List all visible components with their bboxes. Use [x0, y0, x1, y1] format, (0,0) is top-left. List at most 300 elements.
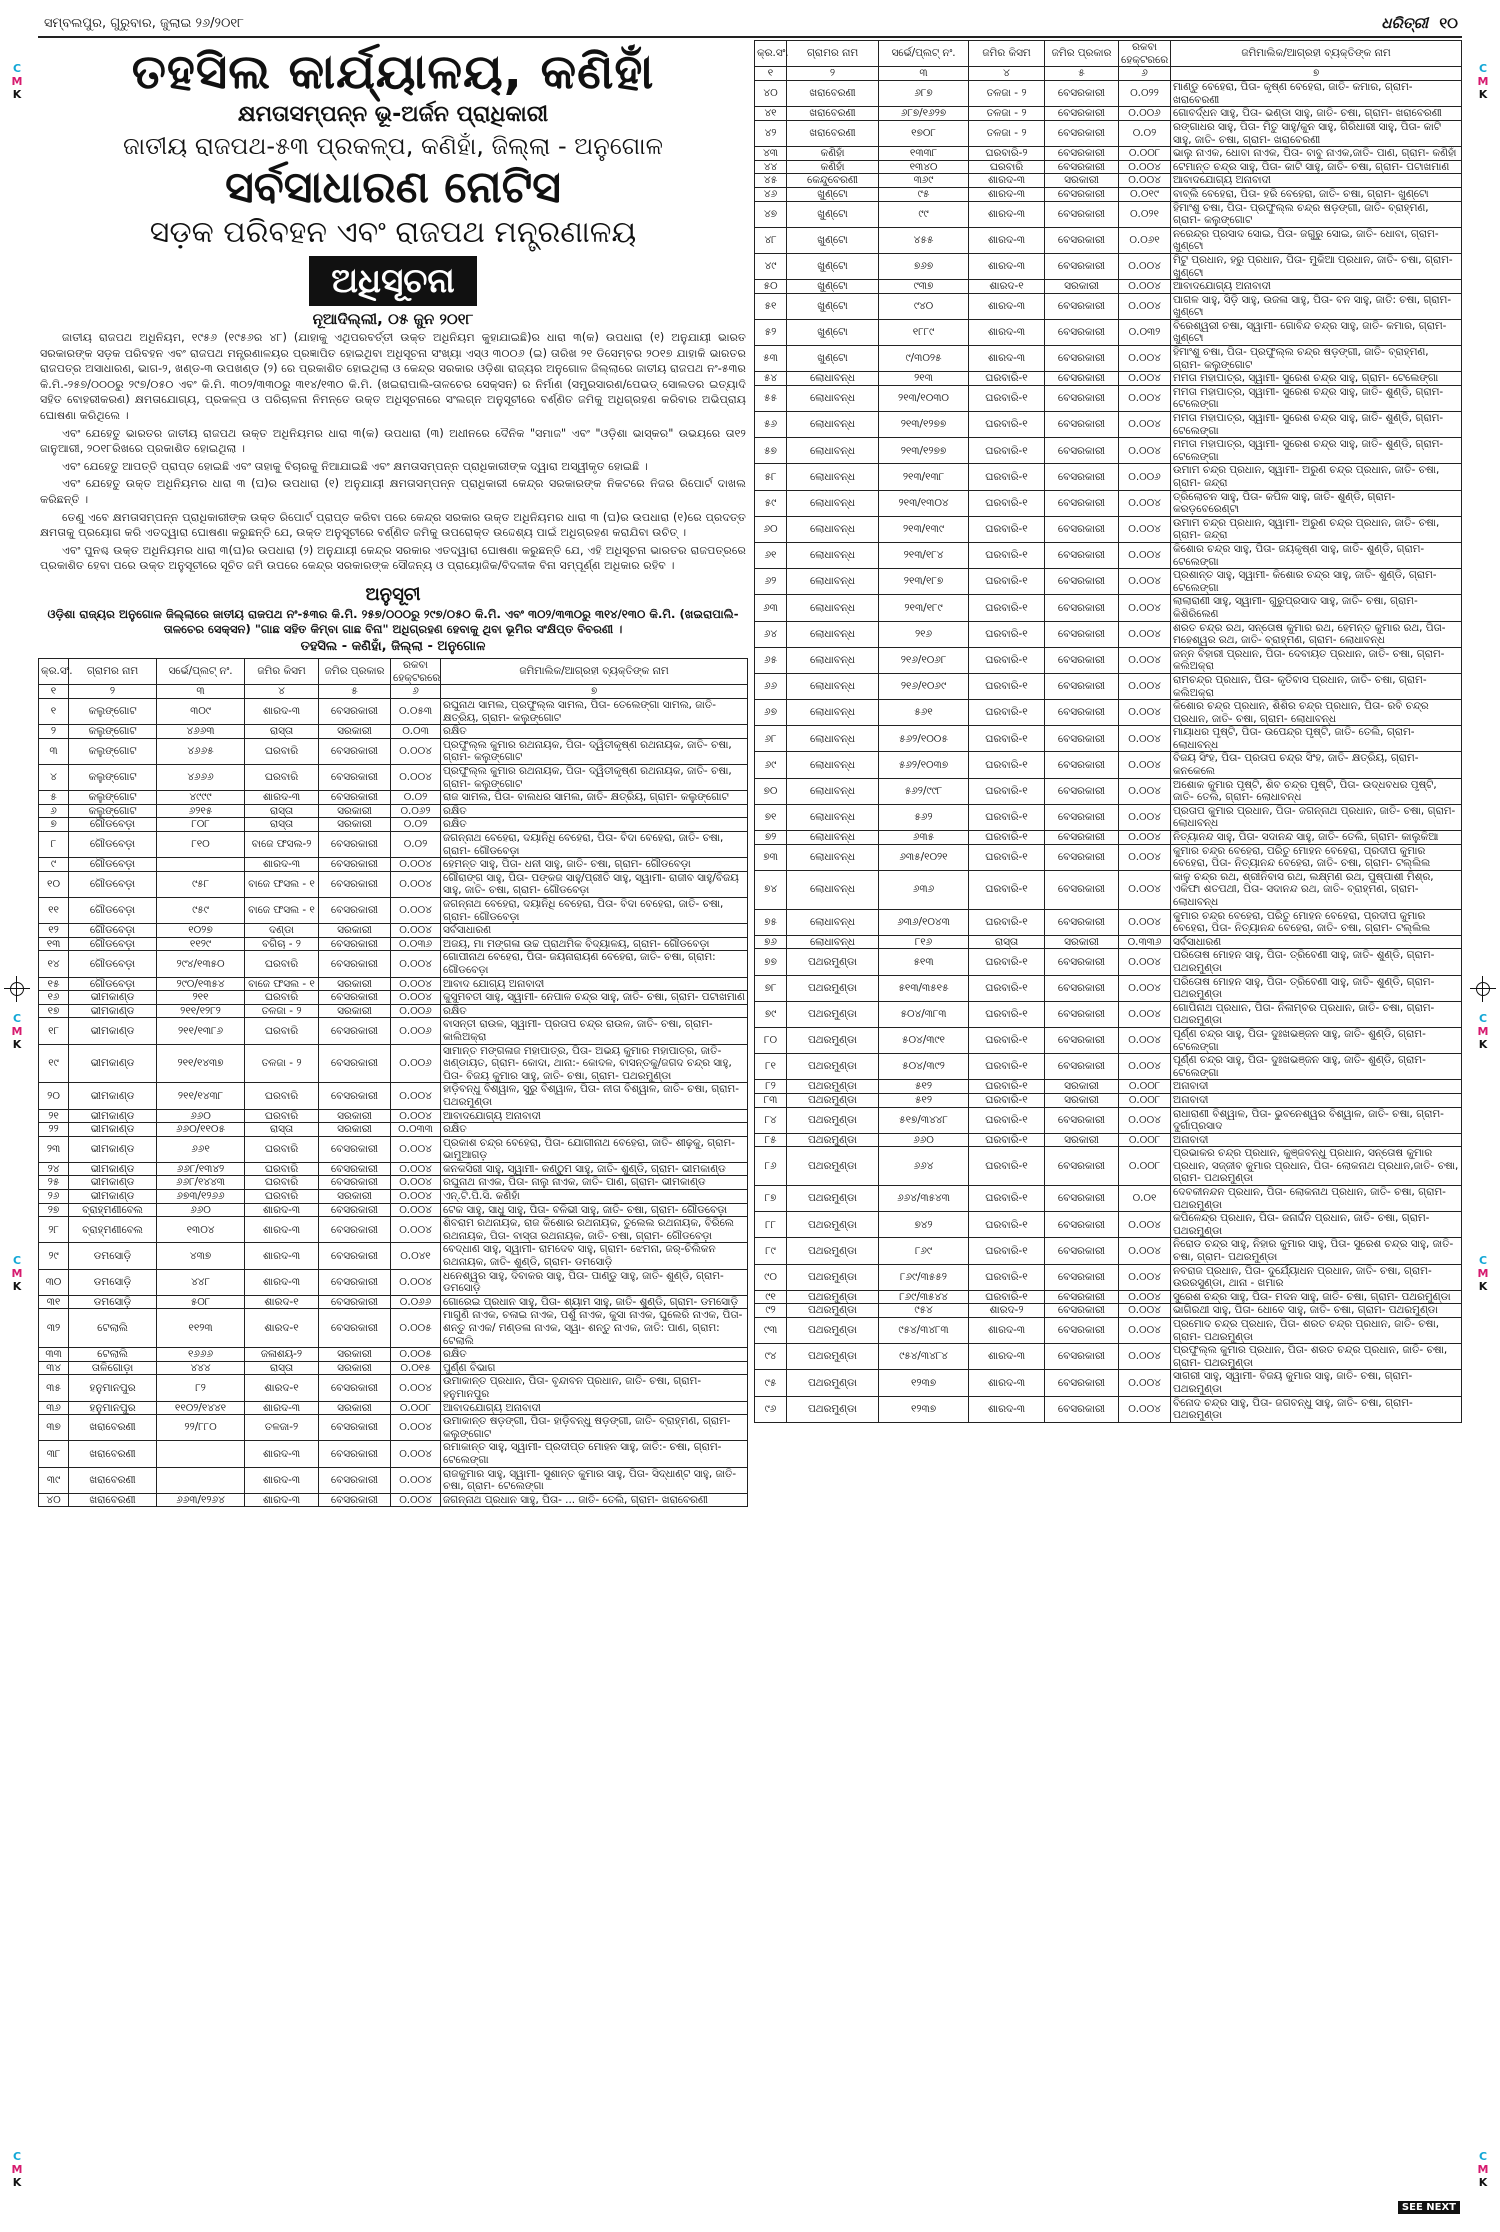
row-plot: ୫୦୪/୩୯୨ — [879, 1054, 969, 1080]
row-land-class: ଶାରଦ-୩ — [245, 858, 319, 872]
table-row — [755, 107, 1462, 121]
row-area: ୦.୦୦୮ — [1119, 1093, 1171, 1107]
row-village: କଲୁଙ୍ଗୋଟ — [69, 804, 157, 818]
table-row — [755, 372, 1462, 386]
row-land-class: ଘରବାରି — [245, 951, 319, 977]
row-serial: ୪୯ — [755, 253, 787, 279]
row-serial: ୩୧ — [39, 1295, 69, 1309]
row-owner-names: ଉମାକାନ୍ତ ପ୍ରଧାନ, ପିତା- ବୃନ୍ଦାବନ ପ୍ରଧାନ, ଜାତି- ଚଷା, ଗ୍ରାମ- ହନୁମାନପୁର — [441, 1375, 748, 1401]
row-serial: ୭୩ — [755, 844, 787, 870]
row-area: ୦.୦୦୪ — [1119, 778, 1171, 804]
row-owner-names: କୁମାର ଚନ୍ଦ୍ର ବେହେରା, ପରିତୁ ମୋହନ ବେହେରା, ପ୍ରଦୀପ କୁମାର ବେହେରା, ପିତା- ନିତ୍ୟାନନ୍ଦ ବେହେରା, ଜାତି- ଚଷା, ଗ୍ରାମ- ଟଲ୍ଲିଲ — [1171, 844, 1462, 870]
row-owner-names: ପାଗଳ ସାହୁ, ସିଡ଼ି ସାହୁ, ଉଜଳା ସାହୁ, ପିତା- ବନ ସାହୁ, ଜାତି: ଚଷା, ଗ୍ରାମ- ଖୁଣ୍ଟୋ — [1171, 293, 1462, 319]
row-village: ଖରାବେରଣୀ — [69, 1415, 157, 1441]
row-owner-names: ନିତ୍ୟାନନ୍ଦ ସାହୁ, ପିତା- ସଦାନନ୍ଦ ସାହୁ, ଜାତି- ତେଲି, ଗ୍ରାମ- କାଲୁକିଆ — [1171, 831, 1462, 845]
row-ownership: ବେସରକାରୀ — [319, 1162, 391, 1176]
table-row — [755, 1264, 1462, 1290]
row-village: ଭୀମକାଣ୍ଡ — [69, 991, 157, 1005]
row-land-class: ଘରବାରି-୧ — [969, 1290, 1045, 1304]
row-plot: ୩୦୯ — [157, 699, 245, 725]
ministry-line: ସଡ଼କ ପରିବହନ ଏବଂ ରାଜପଥ ମନ୍ତ୍ରଣାଳୟ — [149, 215, 637, 250]
row-plot: ୯୪୦ — [879, 293, 969, 319]
cmk-mark: C M K — [1477, 2150, 1489, 2189]
row-area: ୦.୦୦୪ — [391, 1109, 441, 1123]
masthead — [38, 44, 748, 328]
table-row — [39, 1162, 748, 1176]
row-owner-names: ମମତା ମହାପାତ୍ର, ସ୍ୱାମୀ- ସୁରେଶ ଚନ୍ଦ୍ର ସାହୁ, ଗ୍ରାମ- ଟେଲେଙ୍ଗା — [1171, 372, 1462, 386]
row-owner-names: ତ୍ରିଲୋଚନ ସାହୁ, ପିତା- କପିଳ ସାହୁ, ଜାତି- ଶୁଣ୍ଡି, ଗ୍ରାମ- କରଡ଼ବେରେଣ୍ଟା — [1171, 490, 1462, 516]
row-land-class: ଶାରଦ-୩ — [245, 1467, 319, 1493]
row-land-class: ଘରବାରି-୧ — [969, 1133, 1045, 1147]
row-land-class: ଘରବାରି-୧ — [969, 726, 1045, 752]
row-serial: ୨୩ — [39, 1136, 69, 1162]
row-owner-names: ପ୍ରମୋଦ ଚନ୍ଦ୍ର ପ୍ରଧାନ, ପିତା- ଶରତ ଚନ୍ଦ୍ର ପ୍ରଧାନ, ଜାତି- ଚଷା, ଗ୍ରାମ- ପଥରମୁଣ୍ଡା — [1171, 1318, 1462, 1344]
row-plot: ୯୫୪/୩୪୮୪ — [879, 1344, 969, 1370]
table-row — [755, 1186, 1462, 1212]
row-plot: ୧୧୨୩ — [157, 1309, 245, 1348]
table-row — [755, 81, 1462, 107]
row-area: ୦.୦୦୪ — [1119, 804, 1171, 830]
row-owner-names: ବାବ୍ଲି ବେହେରା, ପିତା- ହରି ବେହେରା, ଜାତି- ଚଷା, ଗ୍ରାମ- ଖୁଣ୍ଟୋ — [1171, 187, 1462, 201]
row-village: ପଥରମୁଣ୍ଡା — [787, 1370, 879, 1396]
table-row — [39, 898, 748, 924]
row-village: ଖରାବେରଣୀ — [69, 1467, 157, 1493]
row-land-class: ଘରବାରି-୧ — [969, 621, 1045, 647]
row-area: ୦.୦୬୧ — [1119, 227, 1171, 253]
row-land-class: ତଳଜା-୨ — [245, 1415, 319, 1441]
table-row — [755, 385, 1462, 411]
row-ownership: ବେସରକାରୀ — [1045, 975, 1119, 1001]
row-serial: ୪୪ — [755, 160, 787, 174]
row-village: ଗୌଡବେଡ଼ା — [69, 832, 157, 858]
row-area: ୦.୦୦୪ — [1119, 1264, 1171, 1290]
table-row — [39, 1441, 748, 1467]
table-row — [755, 319, 1462, 345]
row-ownership: ବେସରକାରୀ — [1045, 385, 1119, 411]
row-owner-names: ପୂର୍ଣ୍ଣ ଚନ୍ଦ୍ର ସାହୁ, ପିତା- ଦୁଃଖଭଞ୍ଜନ ସାହୁ, ଜାତି- ଶୁଣ୍ଡି, ଗ୍ରାମ- ଟେଲେଙ୍ଗା — [1171, 1027, 1462, 1053]
table-row — [39, 1044, 748, 1083]
row-plot: ୭୪୨ — [879, 1212, 969, 1238]
row-owner-names: ମାଗୁଣି ନାଏକ, ଚଳାଇ ନାଏକ, ପର୍ଶୁ ନାଏକ, କୁସା ନାଏକ, ଘୁଲେରି ନାଏକ, ପିତା- ଶନ୍ତୁ ନାଏକ/ ମଣ୍ଡଳା ନାଏକ, ସ୍ୱା- ଶନ୍ତୁ ନାଏକ, ଜାତି: ପାଣ, ଗ୍ରାମ: ଟେଲାଲି — [441, 1309, 748, 1348]
row-plot: ୨୧୩ — [879, 372, 969, 386]
col-index: ୪ — [245, 685, 319, 699]
row-area: ୦.୦୦୪ — [391, 738, 441, 764]
row-serial: ୯୧ — [755, 1290, 787, 1304]
row-owner-names: ପ୍ରକାଶ ଚନ୍ଦ୍ର ବେହେରା, ପିତା- ଯୋଗୀନାଥ ବେହେରା, ଜାତି- ଶୀଢ଼କୁ, ଗ୍ରାମ- ଭାମୁଆଗଡ଼ — [441, 1136, 748, 1162]
row-owner-names: ମମତା ମହାପାତ୍ର, ସ୍ୱାମୀ- ସୁରେଶ ଚନ୍ଦ୍ର ସାହୁ, ଜାତି- ଶୁଣ୍ଡି, ଗ୍ରାମ- ଟେଲେଙ୍ଗା — [1171, 385, 1462, 411]
row-serial: ୮୫ — [755, 1133, 787, 1147]
row-land-class: ଶାରଦ-୩ — [245, 1269, 319, 1295]
col-index: ୧ — [755, 67, 787, 81]
row-plot: ୯୫୪/୩୪୮୩ — [879, 1318, 969, 1344]
row-ownership: ବେସରକାରୀ — [1045, 147, 1119, 161]
row-ownership: ବେସରକାରୀ — [319, 991, 391, 1005]
row-ownership: ବେସରକାରୀ — [319, 858, 391, 872]
row-owner-names: ରକ୍ଷିତ — [441, 1004, 748, 1018]
row-plot: ୨୧୧/୧୪୩୮ — [157, 1083, 245, 1109]
row-ownership: ସରକାରୀ — [1045, 1093, 1119, 1107]
row-ownership: ବେସରକାରୀ — [1045, 673, 1119, 699]
row-land-class: ଘରବାରି — [245, 1162, 319, 1176]
row-land-class: ଘରବାରି — [245, 991, 319, 1005]
row-plot: ୬୮୭ — [879, 81, 969, 107]
row-serial: ୫୫ — [755, 385, 787, 411]
row-plot: ୮୬୯/୩୫୪୪ — [879, 1290, 969, 1304]
row-ownership: ବେସରକାରୀ — [319, 765, 391, 791]
see-next-label: SEE NEXT — [1398, 2201, 1460, 2214]
row-village: କଲୁଙ୍ଗୋଟ — [69, 791, 157, 805]
table-row — [755, 1054, 1462, 1080]
row-village: ଲୋଧାବନ୍ଧ — [787, 870, 879, 909]
row-land-class: ଶାରଦ-୧ — [969, 280, 1045, 294]
col-header: ଜମିର କିସମ — [245, 658, 319, 684]
page-number: ୧୦ — [1439, 14, 1458, 32]
row-plot: ୫୬୨/୧୦୦୫ — [879, 726, 969, 752]
row-owner-names: ରାଜ ସାମଲ, ପିତା- ବାଲଧର ସାମଲ, ଜାତି- କ୍ଷତ୍ରିୟ, ଗ୍ରାମ- କଲୁଙ୍ଗୋଟ — [441, 791, 748, 805]
row-village: ଗୌଡବେଡ଼ା — [69, 951, 157, 977]
row-village: ଭୀମକାଣ୍ଡ — [69, 1123, 157, 1137]
row-area: ୦.୦୨ — [391, 818, 441, 832]
col-header: ଜମିମାଲିକ/ଆଗ୍ରହୀ ବ୍ୟକ୍ତିଙ୍କ ନାମ — [441, 658, 748, 684]
row-serial: ୧୮ — [39, 1018, 69, 1044]
row-serial: ୩୮ — [39, 1441, 69, 1467]
row-ownership: ବେସରକାରୀ — [1045, 621, 1119, 647]
table-row — [755, 1001, 1462, 1027]
row-owner-names: ଏନ୍.ଟି.ପି.ସି. କଣିହାଁ — [441, 1190, 748, 1204]
row-serial: ୨୭ — [39, 1203, 69, 1217]
row-ownership: ସରକାରୀ — [319, 818, 391, 832]
row-village: ଗୌଡବେଡ଼ା — [69, 924, 157, 938]
row-owner-names: ନରେନ୍ଦ୍ର ପ୍ରସାଦ ସୋଇ, ପିତା- ଜଗୁରୁ ସୋଇ, ଜାତି- ଧୋବା, ଗ୍ରାମ- ଖୁଣ୍ଟୋ — [1171, 227, 1462, 253]
row-plot: ୯୫୪ — [879, 1304, 969, 1318]
row-land-class: ଘରବାରି — [969, 160, 1045, 174]
table-row — [39, 738, 748, 764]
table-row — [755, 1147, 1462, 1186]
row-serial: ୯୫ — [755, 1370, 787, 1396]
row-area: ୦.୦୦୪ — [1119, 372, 1171, 386]
row-ownership: ସରକାରୀ — [319, 1361, 391, 1375]
row-ownership: ବେସରକାରୀ — [319, 791, 391, 805]
table-row — [755, 1318, 1462, 1344]
row-serial: ୨୯ — [39, 1243, 69, 1269]
row-area: ୦.୦୬୨ — [391, 804, 441, 818]
table-row — [39, 1136, 748, 1162]
row-serial: ୮୧ — [755, 1054, 787, 1080]
row-ownership: ବେସରକାରୀ — [1045, 107, 1119, 121]
row-area: ୦.୦୦୫ — [391, 1348, 441, 1362]
row-ownership: ବେସରକାରୀ — [319, 738, 391, 764]
row-area: ୦.୦୦୮ — [1119, 1133, 1171, 1147]
row-owner-names: ରଙ୍ଗାଧର ସାହୁ, ପିତା- ମିତୁ ସାହୁ/କୁନ ସାହୁ, ଗିରିଧାରୀ ସାହୁ, ପିତା- କାଟି ସାହୁ, ଜାତି- ଚଷା, ଗ୍ରାମ- ଖରାବେରଣୀ — [1171, 120, 1462, 146]
table-row — [755, 935, 1462, 949]
row-plot: ୯୯ — [879, 201, 969, 227]
table-row — [39, 725, 748, 739]
dateline: ସମ୍ବଲପୁର, ଗୁରୁବାର, ଜୁଲାଇ ୨୬/୨୦୧୮ — [44, 16, 244, 31]
row-ownership: ବେସରକାରୀ — [319, 1441, 391, 1467]
row-village: କଲୁଙ୍ଗୋଟ — [69, 699, 157, 725]
row-area: ୦.୦୦୪ — [1119, 1212, 1171, 1238]
row-serial: ୩୨ — [39, 1309, 69, 1348]
row-plot: ୧୮୮୯ — [879, 319, 969, 345]
row-ownership: ସରକାରୀ — [319, 1348, 391, 1362]
row-area: ୦.୦୦୪ — [1119, 726, 1171, 752]
table-row — [755, 187, 1462, 201]
row-ownership: ବେସରକାରୀ — [1045, 490, 1119, 516]
row-area: ୦.୦୫୩ — [391, 699, 441, 725]
row-area: ୦.୦୦୪ — [1119, 700, 1171, 726]
row-owner-names: ଧନେଶ୍ୱର ସାହୁ, ଦିବାକର ସାହୁ, ପିତା- ପାଣ୍ଡୁ ସାହୁ, ଜାତି- ଶୁଣ୍ଡି, ଗ୍ରାମ- ଡମସୋଡ଼ି — [441, 1269, 748, 1295]
row-plot: ୧୩୩୮ — [879, 147, 969, 161]
row-land-class: ବାଜେ ଫସଲ - ୧ — [245, 871, 319, 897]
row-owner-names: ଆବାଦଯୋଗ୍ୟ ଅନାବାଦୀ — [1171, 174, 1462, 188]
row-ownership: ବେସରକାରୀ — [319, 1309, 391, 1348]
row-plot: ୨୧୬ — [879, 621, 969, 647]
row-serial: ୪୨ — [755, 120, 787, 146]
row-land-class: ବଗିଚା - ୨ — [245, 937, 319, 951]
row-owner-names: ଅନାବାଦୀ — [1171, 1133, 1462, 1147]
row-village: ଲୋଧାବନ୍ଧ — [787, 700, 879, 726]
row-village: ପଥରମୁଣ୍ଡା — [787, 1080, 879, 1094]
row-area: ୦.୦୦୪ — [1119, 647, 1171, 673]
table-row — [755, 1304, 1462, 1318]
table-row — [755, 831, 1462, 845]
row-area: ୦.୦୦୪ — [1119, 1318, 1171, 1344]
row-owner-names: ଆବାଦଯୋଗ୍ୟ ଅନାବାଦୀ — [441, 1401, 748, 1415]
row-land-class: ଶାରଦ-୩ — [969, 293, 1045, 319]
table-row — [755, 280, 1462, 294]
row-plot: ୧୨୩୭ — [879, 1370, 969, 1396]
table-row — [755, 1344, 1462, 1370]
row-owner-names: ଗୋବର୍ଦ୍ଧନ ସାହୁ, ପିତା- ଭଣ୍ଡା ସାହୁ, ଜାତି- ଚଷା, ଗ୍ରାମ- ଖରାବେରଣୀ — [1171, 107, 1462, 121]
row-ownership: ବେସରକାରୀ — [1045, 253, 1119, 279]
row-land-class: ଶାରଦ-୩ — [969, 1370, 1045, 1396]
table-row — [755, 201, 1462, 227]
row-serial: ୫୭ — [755, 438, 787, 464]
row-village: ଭୀମକାଣ୍ଡ — [69, 1018, 157, 1044]
table-row — [755, 1396, 1462, 1422]
row-plot: ୨୧୧/୧୩୮୬ — [157, 1018, 245, 1044]
row-plot: ୧୧୨୯ — [157, 937, 245, 951]
row-village: ଖରାବେରଣୀ — [69, 1441, 157, 1467]
row-owner-names: ଶିବରାମ ରଥନାୟକ, ରାଜ କିଶୋର ରଥନାୟକ, ତୁଲେଲ ରଥନାୟକ, ବିରିଲେ ରଥନାୟକ, ପିତା- ବାସ୍ତା ରଥନାୟକ, ଜାତି- ଚଷା, ଗ୍ରାମ- ଗୌଡବେଡ଼ା — [441, 1217, 748, 1243]
authority-line: କ୍ଷମତାସମ୍ପନ୍ନ ଭୂ-ଅର୍ଜନ ପ୍ରାଧିକାରୀ — [237, 102, 549, 127]
row-owner-names: ବାସନ୍ତୀ ରାଉଳ, ସ୍ୱାମୀ- ପ୍ରତାପ ଚନ୍ଦ୍ର ରାଉଳ, ଜାତି- ଚଷା, ଗ୍ରାମ- କାଲିଅକ୍ରା — [441, 1018, 748, 1044]
row-plot: ୨୧୩/୧୨୭୭ — [879, 438, 969, 464]
row-ownership: ବେସରକାରୀ — [319, 1243, 391, 1269]
row-serial: ୭୦ — [755, 778, 787, 804]
row-village: ପଥରମୁଣ୍ଡା — [787, 1054, 879, 1080]
row-village: ପଥରମୁଣ୍ଡା — [787, 1147, 879, 1186]
row-owner-names: ରାମଚନ୍ଦ୍ର ପ୍ରଧାନ, ପିତା- କୃତିବାସ ପ୍ରଧାନ, ଜାତି- ଚଷା, ଗ୍ରାମ- କଲିଅକ୍ରା — [1171, 673, 1462, 699]
row-owner-names: ଗୋପିନାଥ ପ୍ରଧାନ, ପିତା- ନିଳାମ୍ବର ପ୍ରଧାନ, ଜାତି- ଚଷା, ଗ୍ରାମ- ପଥରମୁଣ୍ଡା — [1171, 1001, 1462, 1027]
row-owner-names: ପରିତୋଷ ମୋହନ ସାହୁ, ପିତା- ତ୍ରିବେଣୀ ସାହୁ, ଜାତି- ଶୁଣ୍ଡି, ଗ୍ରାମ- ପଥରମୁଣ୍ଡା — [1171, 949, 1462, 975]
land-schedule-table-left — [38, 658, 748, 1507]
row-land-class: ଘରବାରି-୧ — [969, 804, 1045, 830]
row-owner-names: ରମାକାନ୍ତ ସାହୁ, ସ୍ୱାମୀ- ପ୍ରଦୀପ୍ତ ମୋହନ ସାହୁ, ଜାତି:- ଚଷା, ଗ୍ରାମ- ଟେଲେଙ୍ଗା — [441, 1441, 748, 1467]
table-row — [39, 1176, 748, 1190]
row-owner-names: ମିଟୁ ପ୍ରଧାନ, ହରୁ ପ୍ରଧାନ, ପିତା- ମୁକିଆ ପ୍ରଧାନ, ଜାତି- ଚଷା, ଗ୍ରାମ- ଖୁଣ୍ଟୋ — [1171, 253, 1462, 279]
row-village: ଭୀମକାଣ୍ଡ — [69, 1044, 157, 1083]
row-plot: ୨୧୧/୧୨୮୨ — [157, 1004, 245, 1018]
row-owner-names: ରାଧାରାଣୀ ବିଶ୍ୱାଳ, ପିତା- ଭୁବନେଶ୍ୱର ବିଶ୍ୱାଳ, ଜାତି- ଚଷା, ଗ୍ରାମ- ଦୁର୍ଗାପ୍ରସାଦ — [1171, 1107, 1462, 1133]
row-serial: ୮୨ — [755, 1080, 787, 1094]
row-area: ୦.୦୦୮ — [1119, 1147, 1171, 1186]
row-ownership: ବେସରକାରୀ — [1045, 595, 1119, 621]
row-area: ୦.୦୦୪ — [1119, 346, 1171, 372]
col-header: ଜମିମାଲିକ/ଆଗ୍ରହୀ ବ୍ୟକ୍ତିଙ୍କ ନାମ — [1171, 41, 1462, 67]
table-row — [39, 832, 748, 858]
row-land-class: ଘରବାରି-୧ — [969, 464, 1045, 490]
row-plot: ୬୬୦ — [879, 1133, 969, 1147]
table-row — [39, 937, 748, 951]
row-land-class: ଶାରଦ-୩ — [969, 253, 1045, 279]
table-row — [755, 870, 1462, 909]
row-ownership: ବେସରକାରୀ — [319, 1044, 391, 1083]
table-row — [755, 542, 1462, 568]
row-plot: ୨୯୦/୧୩୫୪ — [157, 977, 245, 991]
row-land-class: ଶାରଦ-୩ — [245, 699, 319, 725]
row-ownership: ବେସରକାରୀ — [1045, 1054, 1119, 1080]
row-area: ୦.୦୦୫ — [391, 1309, 441, 1348]
row-ownership: ବେସରକାରୀ — [1045, 647, 1119, 673]
row-village: ଖରାବେରଣୀ — [787, 120, 879, 146]
row-ownership: ବେସରକାରୀ — [1045, 1238, 1119, 1264]
col-header: ସର୍ଭେ/ପ୍ଲଟ୍ ନଂ. — [879, 41, 969, 67]
row-plot: ୧୦୨୭ — [157, 924, 245, 938]
row-plot: ୪୪୮ — [157, 1269, 245, 1295]
body-paragraph: ଏବଂ ଯେହେତୁ ଆପତ୍ତି ପ୍ରାପ୍ତ ହୋଇଛି ଏବଂ ତାହାକୁ ବିଚାରକୁ ନିଆଯାଇଛି ଏବଂ କ୍ଷମତାସମ୍ପନ୍ନ ପ୍ରାଧିକାରୀଙ୍କ ଦ୍ୱାରା ଅସ୍ୱୀକୃତ ହୋଇଛି । — [62, 459, 648, 473]
row-ownership: ବେସରକାରୀ — [1045, 700, 1119, 726]
row-village: ଲୋଧାବନ୍ଧ — [787, 647, 879, 673]
row-ownership: ସରକାରୀ — [1045, 174, 1119, 188]
row-serial: ୬୪ — [755, 621, 787, 647]
col-index: ୬ — [1119, 67, 1171, 81]
notice-body — [38, 328, 748, 578]
row-land-class: ଶାରଦ-୩ — [969, 201, 1045, 227]
right-column — [754, 40, 1462, 2214]
row-plot: ୬୬୧ — [157, 1136, 245, 1162]
row-land-class: ଘରବାରି-୨ — [969, 147, 1045, 161]
row-land-class: ଶାରଦ-୧ — [245, 1295, 319, 1309]
row-land-class: ରାସ୍ତା — [969, 935, 1045, 949]
table-row — [755, 1027, 1462, 1053]
row-land-class: ଘରବାରି-୧ — [969, 1186, 1045, 1212]
row-land-class: ଘରବାରି-୧ — [969, 1264, 1045, 1290]
newspaper-page — [38, 14, 1462, 2214]
row-plot: ୪୬୬୫ — [157, 738, 245, 764]
row-area: ୦.୩୩୬ — [1119, 935, 1171, 949]
row-serial: ୮୬ — [755, 1147, 787, 1186]
row-village: ପଥରମୁଣ୍ଡା — [787, 1396, 879, 1422]
row-owner-names: ରକ୍ଷିତ — [441, 804, 748, 818]
row-village: ଲୋଧାବନ୍ଧ — [787, 464, 879, 490]
row-land-class: ଘରବାରି-୧ — [969, 778, 1045, 804]
row-village: ଲୋଧାବନ୍ଧ — [787, 752, 879, 778]
schedule-title: ଅନୁସୂଚୀ — [365, 583, 421, 605]
row-plot: ୫୬୨ — [879, 804, 969, 830]
row-plot: ୩୬୯ — [879, 174, 969, 188]
col-index: ୪ — [969, 67, 1045, 81]
row-plot: ୬୩୫ — [879, 831, 969, 845]
row-ownership: ବେସରକାରୀ — [1045, 542, 1119, 568]
row-owner-names: ଲାଲାରାଣୀ ସାହୁ, ସ୍ୱାମୀ- ଗୁରୁପ୍ରସାଦ ସାହୁ, ଜାତି- ଚଷା, ଗ୍ରାମ- କିଶିରିଲେଣ — [1171, 595, 1462, 621]
row-village: ଖୁଣ୍ଟୋ — [787, 227, 879, 253]
row-serial: ୧୩ — [39, 937, 69, 951]
row-village: ପଥରମୁଣ୍ଡା — [787, 1186, 879, 1212]
row-serial: ୫୬ — [755, 412, 787, 438]
row-village: ଗୌଡବେଡ଼ା — [69, 977, 157, 991]
col-header: କ୍ର.ସଂ. — [39, 658, 69, 684]
row-village: ଲୋଧାବନ୍ଧ — [787, 621, 879, 647]
row-serial: ୩୩ — [39, 1348, 69, 1362]
row-owner-names: ରାଜକୁମାର ସାହୁ, ସ୍ୱାମୀ- ସୁଶାନ୍ତ କୁମାର ସାହୁ, ପିତା- ସିଦ୍ଧାଣ୍ଟ ସାହୁ, ଜାତି- ଚଷା, ଗ୍ରାମ- ଟେଲେଙ୍ଗା — [441, 1467, 748, 1493]
row-area: ୦.୦୦୪ — [1119, 569, 1171, 595]
table-row — [39, 1190, 748, 1204]
row-serial: ୩୭ — [39, 1415, 69, 1441]
row-plot: ୧୧୦୨/୧୪୪୧ — [157, 1401, 245, 1415]
row-owner-names: ଆବାଦଯୋଗ୍ୟ ଅନାବାଦୀ — [441, 1109, 748, 1123]
row-plot: ୮୧୬ — [879, 935, 969, 949]
row-area: ୦.୦୩ — [391, 725, 441, 739]
brand-logo: ଧରିତ୍ରୀ — [1381, 14, 1429, 32]
table-row — [755, 804, 1462, 830]
table-row — [755, 1107, 1462, 1133]
row-village: ପଥରମୁଣ୍ଡା — [787, 1344, 879, 1370]
row-plot: ୧୩୦୪ — [157, 1217, 245, 1243]
row-serial: ୧୬ — [39, 991, 69, 1005]
table-row — [755, 147, 1462, 161]
body-paragraph: ତେଣୁ ଏବେ କ୍ଷମତାସମ୍ପନ୍ନ ପ୍ରାଧିକାରୀଙ୍କ ଉକ୍ତ ରିପୋର୍ଟ ପ୍ରାପ୍ତ କରିବା ପରେ କେନ୍ଦ୍ର ସରକାର ଉକ୍ତ ଅଧିନିୟମର ଧାରା ୩ (ଘ)ର ଉପଧାରା (୧)ରେ ପ୍ରଦତ୍ତ କ୍ଷମତାକୁ ପ୍ରୟୋଗ କରି ଏତଦ୍ୱାରା ଘୋଷଣା କରୁଛନ୍ତି ଯେ, ଉକ୍ତ ଅନୁସୂଚୀରେ ବର୍ଣ୍ଣିତ ଜମିକୁ ଉପରୋକ୍ତ ଉଦ୍ଦେଶ୍ୟ ପାଇଁ ଅଧିଗ୍ରହଣ କରାଯିବା ଉଚିତ୍ । — [40, 510, 746, 540]
row-ownership: ସରକାରୀ — [319, 804, 391, 818]
row-plot: ୫୦୪/୩୯୧ — [879, 1027, 969, 1053]
body-paragraph: ଏବଂ ପୁନଶ୍ଚ ଉକ୍ତ ଅଧିନିୟମର ଧାରା ୩(ଘ)ର ଉପଧାରା (୨) ଅନୁଯାୟୀ କେନ୍ଦ୍ର ସରକାର ଏତଦ୍ୱାରା ଘୋଷଣା କରୁଛନ୍ତି ଯେ, ଏହି ଅଧିସୂଚନା ଭାରତର ରାଜପତ୍ରରେ ପ୍ରକାଶିତ ହେବା ପରେ ଉକ୍ତ ଅନୁସୂଚୀରେ ସୂଚିତ ଜମି ଉପରେ କେନ୍ଦ୍ର ସରକାରଙ୍କ ସୌଜନ୍ୟ ଓ ପ୍ରାୟୋଜିକ/ବିଦଳୀକ ବିନା ସମ୍ପୂର୍ଣ୍ଣ ଅଧିକାର ରହିବ । — [40, 543, 746, 573]
row-land-class: ଘରବାରି-୧ — [969, 1001, 1045, 1027]
row-serial: ୮୯ — [755, 1238, 787, 1264]
notice-title: ସର୍ବସାଧାରଣ ନୋଟିସ — [225, 162, 561, 213]
row-plot: ୯୫୯ — [157, 898, 245, 924]
row-serial: ୧ — [39, 699, 69, 725]
row-village: ଲୋଧାବନ୍ଧ — [787, 438, 879, 464]
row-owner-names: ଆବାଦଯୋଗ୍ୟ ଅନାବାଦୀ — [1171, 280, 1462, 294]
row-village: ଭୀମକାଣ୍ଡ — [69, 1109, 157, 1123]
row-village: ଭୀମକାଣ୍ଡ — [69, 1176, 157, 1190]
row-serial: ୭୬ — [755, 935, 787, 949]
cmk-mark: C M K — [11, 2150, 23, 2189]
row-serial: ୫୩ — [755, 346, 787, 372]
row-plot: ୬୬୦ — [157, 1203, 245, 1217]
row-village: ଲୋଧାବନ୍ଧ — [787, 385, 879, 411]
table-row — [39, 1295, 748, 1309]
row-owner-names: ପରିତୋଷ ମୋହନ ସାହୁ, ପିତା- ତ୍ରିବେଣୀ ସାହୁ, ଜାତି- ଶୁଣ୍ଡି, ଗ୍ରାମ- ପଥରମୁଣ୍ଡା — [1171, 975, 1462, 1001]
row-land-class: ଶାରଦ-୩ — [245, 1401, 319, 1415]
row-serial: ୭୨ — [755, 831, 787, 845]
row-ownership: ବେସରକାରୀ — [1045, 201, 1119, 227]
row-plot: ୨୨/୮୮୦ — [157, 1415, 245, 1441]
notification-badge: ଅଧିସୂଚନା — [309, 256, 477, 306]
row-owner-names: ହିମାଂଶୁ ଚଷା, ପିତା- ପ୍ରଫୁଲ୍ଲ ଚନ୍ଦ୍ର ଷଡ଼ଙ୍ଗୀ, ଜାତି- ବ୍ରାହ୍ମଣ, ଗ୍ରାମ- କଲୁଙ୍ଗୋଟ — [1171, 201, 1462, 227]
row-village: ପଥରମୁଣ୍ଡା — [787, 1318, 879, 1344]
row-plot: ୮୬୯/୩୫୫୨ — [879, 1264, 969, 1290]
row-area: ୦.୦୪୧ — [391, 1243, 441, 1269]
row-owner-names: ଅନାବାଦୀ — [1171, 1080, 1462, 1094]
col-header: ଗ୍ରାମର ନାମ — [787, 41, 879, 67]
row-land-class: ଶାରଦ-୩ — [969, 1344, 1045, 1370]
table-row — [755, 647, 1462, 673]
table-row — [755, 909, 1462, 935]
row-village: ଲୋଧାବନ୍ଧ — [787, 831, 879, 845]
row-area: ୦.୦୨ — [391, 832, 441, 858]
row-owner-names: କିଶୋର ଚନ୍ଦ୍ର ସାହୁ, ପିତା- ଜୟକୃଷ୍ଣ ସାହୁ, ଜାତି- ଶୁଣ୍ଡି, ଗ୍ରାମ- ଟେଲେଙ୍ଗା — [1171, 542, 1462, 568]
